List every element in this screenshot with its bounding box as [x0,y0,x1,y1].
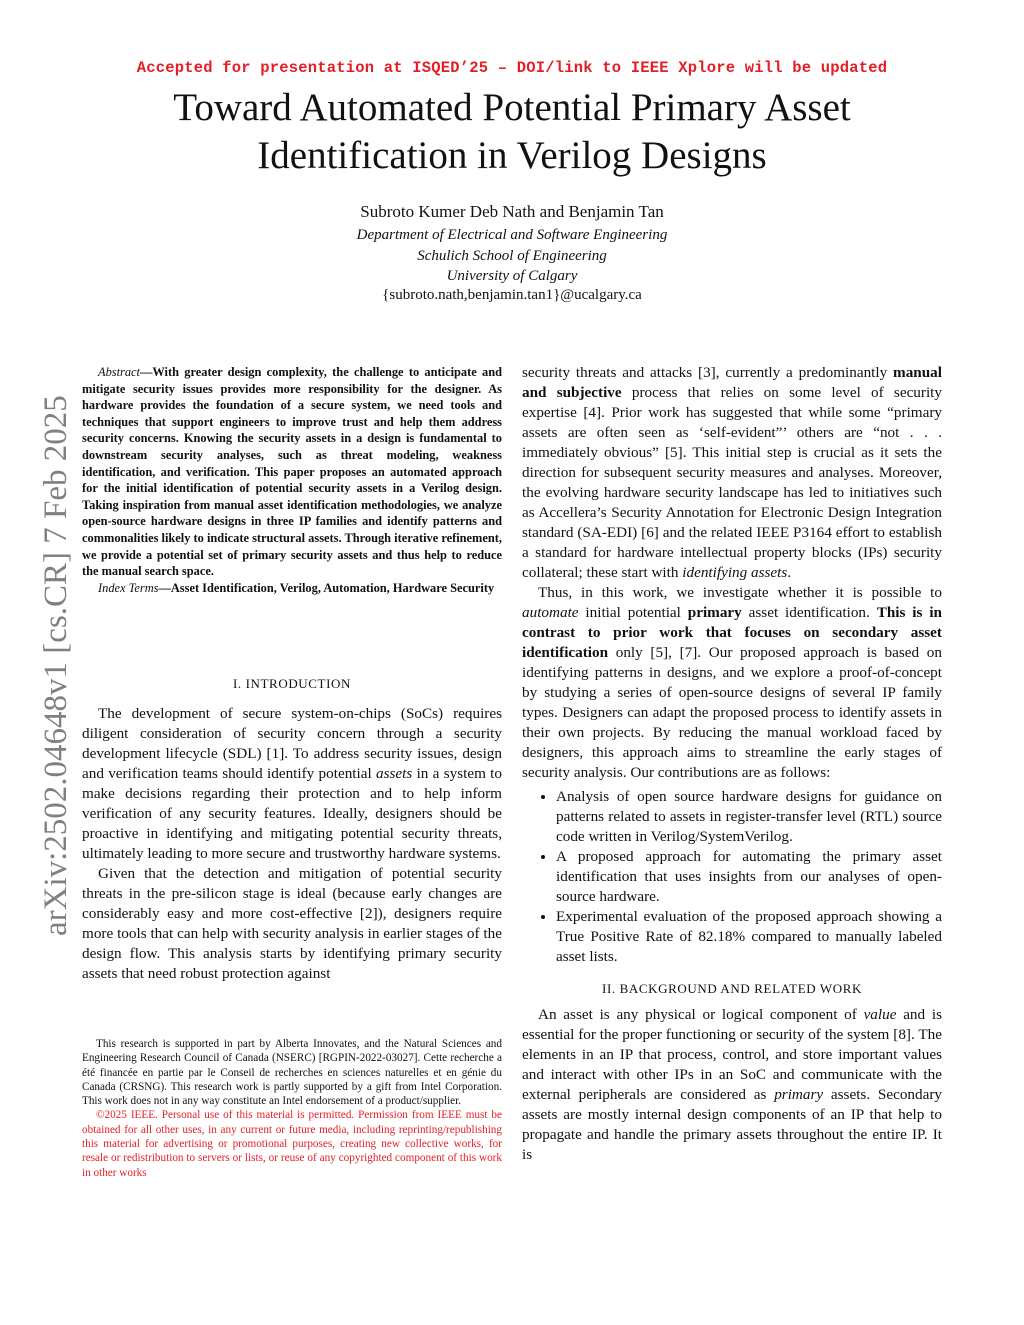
affiliation [0,225,1024,287]
list-item: • A proposed approach for automating the primary asset identification that uses insights from our analyses of open-source hardware. [556,847,942,907]
index-terms-label: Index Terms [98,580,159,595]
introduction-section [82,674,502,984]
right-paragraph-2: Thus, in this work, we investigate whether it is possible to automate initial potential primary asset identification. This is in contrast to prior work that focuses on secondary asset identification only [5], [7]. Our proposed approach is based on identifying patterns in designs, and we explore a proof-of-concept by studying a series of open-source designs of several IP family types. Designers can adapt the proposed process to identify assets in their own projects. By reducing the manual workload faced by designers, this approach aims to streamline the early stages of security analysis. Our contributions are as follows: [522,584,942,781]
intro-paragraph-1: The development of secure system-on-chips (SoCs) requires diligent consideration of security concern through a security development lifecycle (SDL) [1]. To address security issues, design and verification teams should identify potential assets in a system to make decisions regarding their protection and to help inform verification of any security features. Ideally, designers should be proactive in identifying and mitigating potential security threats, ultimately leading to more secure and trustworthy hardware systems. [82,705,502,862]
authors: Subroto Kumer Deb Nath and Benjamin Tan [360,202,664,221]
arxiv-stamp: arXiv:2502.04648v1 [cs.CR] 7 Feb 2025 [38,395,74,936]
paper-title [0,84,1024,180]
affiliation-university: University of Calgary [446,268,578,284]
author-email: {subroto.nath,benjamin.tan1}@ucalgary.ca [382,287,642,303]
abstract [82,364,502,596]
list-item: • Analysis of open source hardware designs for guidance on patterns related to assets in register-transfer level (RTL) source code written in Verilog/SystemVerilog. [556,787,942,847]
footnote-support: This research is supported in part by Alberta Innovates, and the Natural Sciences and Engineering Research Council of Canada (NSERC) [RGPIN-2022-03027]. Cette recherche a été financée en partie par le Conseil de recherches en sciences naturelles et en génie du Canada (CRSNG). This research work is partly supported by a gift from Intel Corporation. This work does not in any way constitute an Intel endorsement of a product/supplier. [82,1038,502,1108]
introduction-heading: I. INTRODUCTION [232,676,352,691]
background-paragraph: An asset is any physical or logical component of value and is essential for the proper functioning or security of the system [8]. The elements in an IP that process, control, and store important values and interact with other IPs in an SoC and communicate with the external peripherals are considered as primary assets. Secondary assets are mostly internal design components of an IP that help to propagate and handle the primary assets throughout the entire IP. It is [522,1006,942,1163]
right-paragraph-1: security threats and attacks [3], currently a predominantly manual and subjective process that relies on some level of security expertise [4]. Prior work has suggested that while some “primary assets are often seen as ‘self-evident”’ others are “not . . . immediately obvious” [5]. This initial step is crucial as it sets the direction for subsequent security measures and analyses. Moreover, the evolving hardware security landscape has led to initiatives such as Accellera’s Security Annotation for Electronic Design Integration standard (SA-EDI) [6] and the related IEEE P3164 effort to establish a standard for hardware intellectual property blocks (IPs) security collateral; these start with identifying assets. [522,364,942,581]
abstract-text: —With greater design complexity, the challenge to anticipate and mitigate security issues provides more responsibility for the designer. As hardware provides the foundation of a secure system, we need tools and techniques that support engineers to improve trust and help them address security concerns. Knowing the security assets in a design is fundamental to downstream security analyses, such as threat modeling, weakness identification, and verification. This paper proposes an automated approach for the initial identification of potential security assets in a Verilog design. Taking inspiration from manual asset identification methodologies, we analyze open-source hardware designs in three IP families and identify patterns and commonalities likely to indicate structural assets. Through iterative refinement, we provide a potential set of primary security assets and thus help to reduce the manual search space. [82,365,502,579]
background-heading: II. BACKGROUND AND RELATED WORK [602,981,862,996]
list-item: • Experimental evaluation of the proposed approach showing a True Positive Rate of 82.18% compared to manually labeled asset lists. [556,907,942,967]
footnote [82,1037,502,1180]
contributions-list [522,787,942,967]
footnote-copyright: ©2025 IEEE. Personal use of this material is permitted. Permission from IEEE must be obtained for all other uses, in any current or future media, including reprinting/republishing this material for advertising or promotional purposes, creating new collective works, for resale or redistribution to servers or lists, or reuse of any copyrighted component of this work in other works [82,1109,502,1179]
title-line-1: Toward Automated Potential Primary Asset [173,86,851,129]
index-terms-text: —Asset Identification, Verilog, Automation, Hardware Security [158,580,495,595]
acceptance-banner: Accepted for presentation at ISQED’25 – DOI/link to IEEE Xplore will be updated [136,59,888,77]
right-column [522,363,942,1165]
affiliation-department: Department of Electrical and Software Engineering [356,227,668,243]
title-line-2: Identification in Verilog Designs [257,134,767,177]
intro-paragraph-2: Given that the detection and mitigation of potential security threats in the pre-silicon stage is ideal (because early changes are considerably easy and more cost-effective [2]), designers require more tools that can help with security analysis in earlier stages of the design flow. This analysis starts by identifying primary security assets that need robust protection against [82,865,502,982]
affiliation-school: Schulich School of Engineering [417,247,607,264]
abstract-label: Abstract [98,365,140,379]
